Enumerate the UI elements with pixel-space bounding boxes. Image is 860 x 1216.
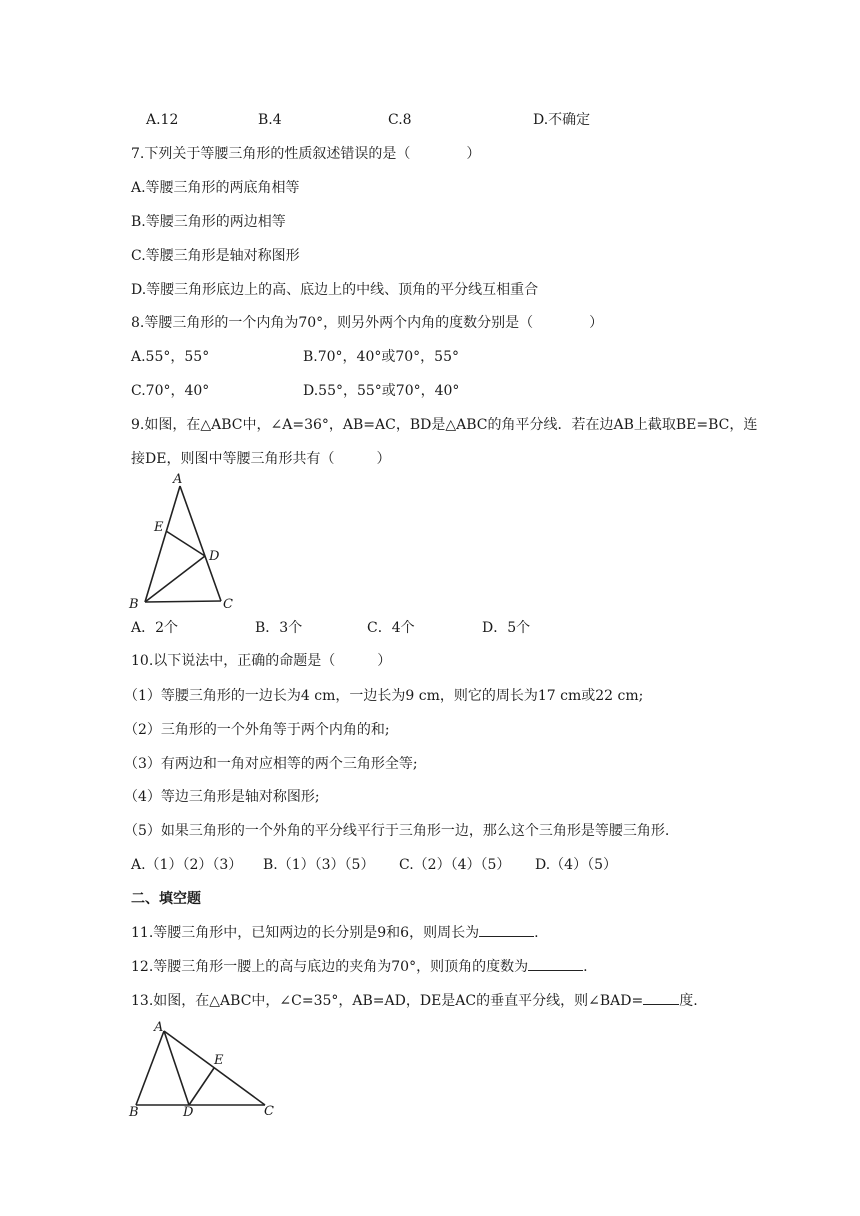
q7-option-a: A.等腰三角形的两底角相等 bbox=[131, 180, 300, 196]
q9-label-a: A bbox=[173, 472, 183, 487]
q8-option-d: D.55°，55°或70°，40° bbox=[303, 383, 460, 399]
q12-suffix: . bbox=[583, 959, 588, 975]
q9-edge-de bbox=[166, 531, 205, 556]
q9-option-a: A．2个 bbox=[131, 620, 179, 636]
q9-label-c: C bbox=[223, 597, 233, 612]
q8-option-b: B.70°，40°或70°，55° bbox=[303, 349, 459, 365]
q6-option-b: B.4 bbox=[258, 112, 282, 128]
q13-suffix: 度. bbox=[679, 993, 698, 1009]
q7-stem: 7.下列关于等腰三角形的性质叙述错误的是（ ） bbox=[131, 146, 481, 162]
q13-edge-ac bbox=[164, 1031, 265, 1105]
q11-stem: 11.等腰三角形中，已知两边的长分别是9和6，则周长为 bbox=[131, 925, 480, 941]
q13-edge-de bbox=[189, 1068, 214, 1105]
q7-option-d: D.等腰三角形底边上的高、底边上的中线、顶角的平分线互相重合 bbox=[131, 282, 539, 298]
q13-label-a: A bbox=[154, 1020, 164, 1035]
q9-label-b: B bbox=[129, 597, 139, 612]
q6-option-d: D.不确定 bbox=[533, 112, 591, 128]
q10-option-b: B.（1）（3）（5） bbox=[263, 857, 375, 873]
q13-label-d: D bbox=[183, 1105, 194, 1118]
q10-item-2: （2）三角形的一个外角等于两个内角的和; bbox=[124, 722, 390, 738]
q9-figure bbox=[126, 470, 246, 615]
q13-edge-ad bbox=[164, 1031, 189, 1105]
q8-option-a: A.55°，55° bbox=[131, 349, 210, 365]
q10-option-c: C.（2）（4）（5） bbox=[399, 857, 511, 873]
q12-answer-blank[interactable] bbox=[528, 956, 583, 971]
q10-option-d: D.（4）（5） bbox=[535, 857, 617, 873]
q6-option-a: A.12 bbox=[146, 112, 179, 128]
q9-stem-line2: 接DE，则图中等腰三角形共有（ ） bbox=[131, 451, 391, 467]
q9-option-b: B．3个 bbox=[255, 620, 303, 636]
q11-question bbox=[131, 922, 539, 943]
q9-option-c: C．4个 bbox=[367, 620, 415, 636]
q10-item-3: （3）有两边和一角对应相等的两个三角形全等; bbox=[124, 756, 418, 772]
q13-figure bbox=[126, 1018, 286, 1118]
q12-stem: 12.等腰三角形一腰上的高与底边的夹角为70°，则顶角的度数为 bbox=[131, 959, 529, 975]
q13-stem: 13.如图，在△ABC中，∠C=35°，AB=AD，DE是AC的垂直平分线，则∠BAD= bbox=[131, 993, 644, 1009]
q10-item-5: （5）如果三角形的一个外角的平分线平行于三角形一边，那么这个三角形是等腰三角形. bbox=[124, 823, 670, 839]
q13-label-b: B bbox=[129, 1105, 139, 1118]
q10-item-1: （1）等腰三角形的一边长为4 cm，一边长为9 cm，则它的周长为17 cm或22 cm; bbox=[124, 688, 644, 704]
q8-option-c: C.70°，40° bbox=[131, 383, 210, 399]
q13-label-c: C bbox=[264, 1104, 274, 1118]
section-heading: 二、填空题 bbox=[131, 891, 201, 907]
q10-stem: 10.以下说法中，正确的命题是（ ） bbox=[131, 653, 392, 669]
q8-stem: 8.等腰三角形的一个内角为70°，则另外两个内角的度数分别是（ ） bbox=[131, 315, 604, 331]
q9-label-e: E bbox=[154, 520, 164, 535]
q13-question bbox=[131, 990, 698, 1011]
q11-suffix: . bbox=[534, 925, 539, 941]
q11-answer-blank[interactable] bbox=[479, 922, 534, 937]
q6-option-c: C.8 bbox=[388, 112, 412, 128]
q7-option-b: B.等腰三角形的两边相等 bbox=[131, 214, 286, 230]
q13-label-e: E bbox=[214, 1053, 224, 1068]
q9-edge-bd bbox=[145, 556, 205, 602]
q9-edge-ab bbox=[145, 486, 180, 602]
q13-answer-blank[interactable] bbox=[643, 990, 679, 1005]
q9-stem-line1: 9.如图，在△ABC中，∠A=36°，AB=AC，BD是△ABC的角平分线．若在边AB上截取BE=BC，连 bbox=[131, 417, 758, 433]
q7-option-c: C.等腰三角形是轴对称图形 bbox=[131, 248, 300, 264]
q10-item-4: （4）等边三角形是轴对称图形; bbox=[124, 789, 320, 805]
q10-option-a: A.（1）（2）（3） bbox=[131, 857, 243, 873]
q9-label-d: D bbox=[209, 549, 220, 564]
q9-option-d: D．5个 bbox=[482, 620, 531, 636]
q13-edge-ab bbox=[136, 1031, 164, 1105]
q9-edge-bc bbox=[145, 601, 221, 602]
q12-question bbox=[131, 956, 588, 977]
